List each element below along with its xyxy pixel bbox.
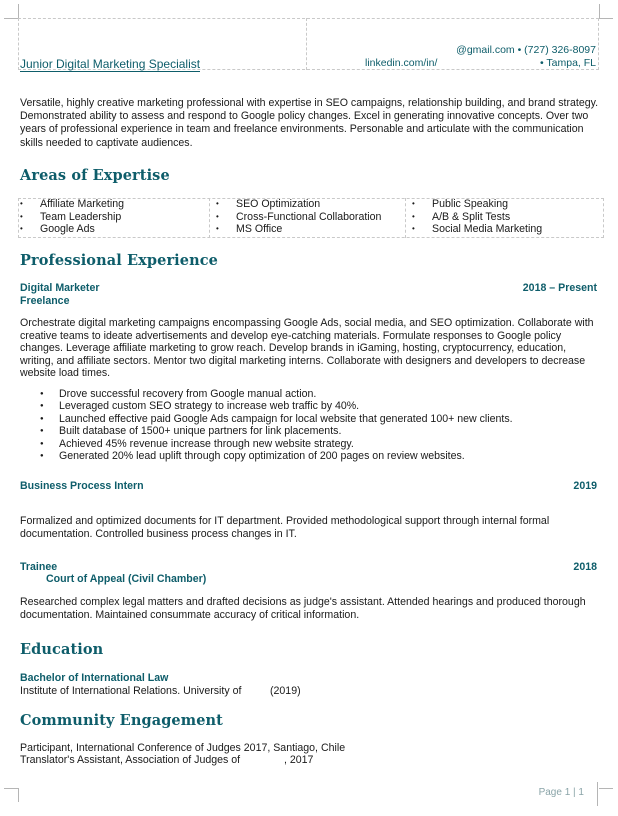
footer-divider — [597, 782, 598, 806]
job-dates: 2018 — [573, 561, 597, 573]
section-title-expertise: Areas of Expertise — [20, 167, 170, 184]
crop-mark-bottom-left — [18, 788, 19, 802]
crop-mark-bottom-right-h — [599, 788, 613, 789]
crop-mark-top-left — [18, 4, 19, 18]
contact-location: • Tampa, FL — [539, 57, 596, 69]
education-school: Institute of International Relations. University of — [20, 685, 242, 697]
community-item-year: , 2017 — [284, 754, 314, 766]
skill-item: • MS Office — [216, 223, 381, 236]
education-year: (2019) — [270, 685, 301, 697]
job-organization: Court of Appeal (Civil Chamber) — [46, 573, 207, 585]
skills-divider-2 — [405, 198, 406, 238]
crop-mark-top-left-h — [4, 18, 18, 19]
page-number: Page 1 | 1 — [538, 787, 584, 798]
community-item: Participant, International Conference of Judges 2017, Santiago, Chile — [20, 742, 346, 754]
skills-column-2 — [216, 198, 381, 236]
achievement-item: ● Drove successful recovery from Google manual action. — [40, 388, 580, 400]
job-achievements-list — [40, 388, 580, 462]
contact-email-phone: @gmail.com • (727) 326-8097 — [456, 44, 596, 56]
skill-item: • A/B & Split Tests — [412, 211, 542, 224]
crop-mark-top-right-h — [599, 18, 613, 19]
skill-item: • Affiliate Marketing — [20, 198, 124, 211]
crop-mark-bottom-left-h — [4, 788, 18, 789]
section-title-education: Education — [20, 641, 104, 658]
achievement-item: ● Generated 20% lead uplift through copy optimization of 200 pages on review websites. — [40, 450, 580, 462]
job-role: Digital Marketer — [20, 282, 100, 294]
header-divider — [306, 18, 307, 70]
job-role: Business Process Intern — [20, 480, 144, 492]
skills-divider-1 — [209, 198, 210, 238]
achievement-item: ● Leveraged custom SEO strategy to increase web traffic by 40%. — [40, 400, 580, 412]
job-organization: Freelance — [20, 295, 70, 307]
education-degree: Bachelor of International Law — [20, 672, 169, 684]
skill-item: • Google Ads — [20, 223, 124, 236]
job-description: Orchestrate digital marketing campaigns encompassing Google Ads, social media, and SEO optimization. Collaborate with creative teams to ideate advertisements and develop eye-catching materials. Formulate responses to Google policy changes. Leverage affiliate marketing to grow reach. Develop brands in iGaming, hosting, cryptocurrency, education, writing, and affiliate sectors. Mentor two digital marketing interns. Collaborate with designers and developers to decrease website load times. — [20, 317, 594, 380]
job-description: Researched complex legal matters and drafted decisions as judge's assistant. Attended hearings and produced thorough documentation. Maintained consummate accuracy of critical information. — [20, 596, 586, 621]
section-title-community: Community Engagement — [20, 712, 223, 729]
community-item: Translator's Assistant, Association of Judges of — [20, 754, 241, 766]
section-title-experience: Professional Experience — [20, 252, 219, 269]
skills-column-3 — [412, 198, 542, 236]
job-dates: 2018 – Present — [522, 282, 597, 294]
job-description: Formalized and optimized documents for IT department. Provided methodological support through internal formal documentation. Controlled business process changes in IT. — [20, 515, 550, 540]
skill-item: • Team Leadership — [20, 211, 124, 224]
skill-item: • Cross-Functional Collaboration — [216, 211, 381, 224]
skill-item: • Social Media Marketing — [412, 223, 542, 236]
job-dates: 2019 — [573, 480, 597, 492]
skill-item: • SEO Optimization — [216, 198, 381, 211]
skill-item: • Public Speaking — [412, 198, 542, 211]
achievement-item: ● Achieved 45% revenue increase through new website strategy. — [40, 438, 580, 450]
skills-column-1 — [20, 198, 124, 236]
achievement-item: ● Launched effective paid Google Ads campaign for local website that generated 100+ new clients. — [40, 413, 580, 425]
job-title: Junior Digital Marketing Specialist — [20, 57, 201, 71]
achievement-item: ● Built database of 1500+ unique partners for link placements. — [40, 425, 580, 437]
job-role: Trainee — [20, 561, 58, 573]
contact-linkedin[interactable]: linkedin.com/in/ — [365, 57, 438, 69]
summary-paragraph: Versatile, highly creative marketing professional with expertise in SEO campaigns, relationship building, and brand strategy. Demonstrated ability to assess and respond to Google policy changes. Excel in generating innovative concepts. Over two years of professional experience in team and freelance environments. Personable and articulate with the communication skills needed to captivate audiences. — [20, 97, 599, 149]
crop-mark-top-right — [599, 4, 600, 18]
